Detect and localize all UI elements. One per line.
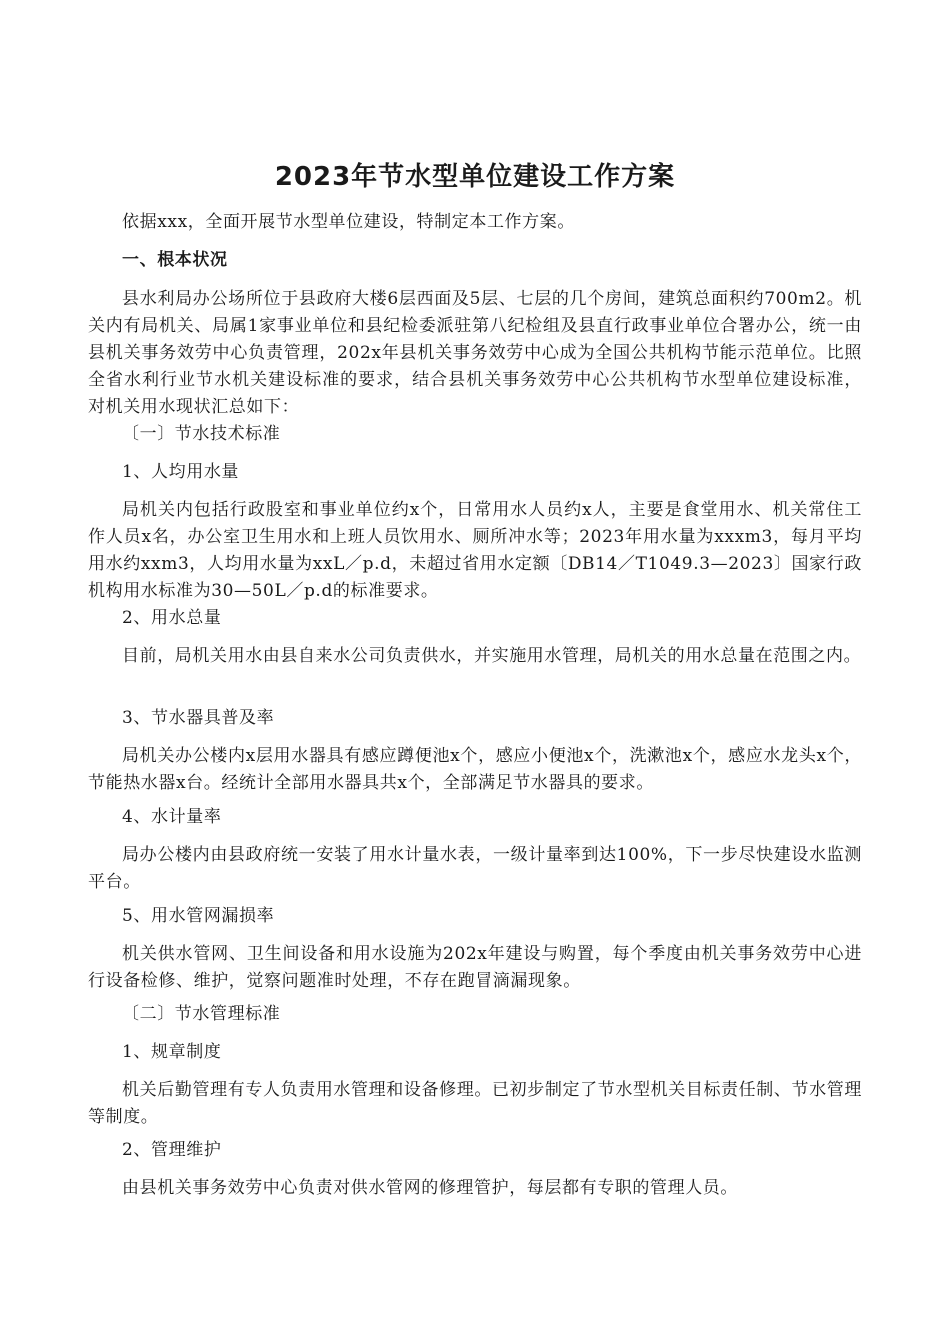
paragraph-appliance-rate: 局机关办公楼内x层用水器具有感应蹲便池x个，感应小便池x个，洗漱池x个，感应水龙头x个，节能热水器x台。经统计全部用水器具共x个，全部满足节水器具的要求。 xyxy=(88,746,862,793)
item-heading-leakage-rate: 5、用水管网漏损率 xyxy=(122,906,275,926)
item-heading-regulations: 1、规章制度 xyxy=(122,1042,222,1062)
item-heading-metering-rate: 4、水计量率 xyxy=(122,807,222,827)
item-heading-total-water: 2、用水总量 xyxy=(122,608,222,628)
subsection-heading-1: 〔一〕节水技术标准 xyxy=(122,424,281,444)
paragraph-leakage-rate: 机关供水管网、卫生间设备和用水设施为202x年建设与购置，每个季度由机关事务效劳中心进行设备检修、维护，觉察问题准时处理，不存在跑冒滴漏现象。 xyxy=(88,944,862,991)
paragraph-metering-rate: 局办公楼内由县政府统一安装了用水计量水表，一级计量率到达100%，下一步尽快建设水监测平台。 xyxy=(88,845,862,892)
paragraph-water-per-capita: 局机关内包括行政股室和事业单位约x个，日常用水人员约x人，主要是食堂用水、机关常住工作人员x名，办公室卫生用水和上班人员饮用水、厕所冲水等；2023年用水量为xxxm3，每月平均用水约xxm3，人均用水量为xxL／p.d，未超过省用水定额〔DB14／T1049.3—2023〕国家行政机构用水标准为30—50L／p.d的标准要求。 xyxy=(88,500,862,601)
item-heading-maintenance: 2、管理维护 xyxy=(122,1140,222,1160)
paragraph-basic-status: 县水利局办公场所位于县政府大楼6层西面及5层、七层的几个房间，建筑总面积约700m2。机关内有局机关、局属1家事业单位和县纪检委派驻第八纪检组及县直行政事业单位合署办公，统一由县机关事务效劳中心负责管理，202x年县机关事务效劳中心成为全国公共机构节能示范单位。比照全省水利行业节水机关建设标准的要求，结合县机关事务效劳中心公共机构节水型单位建设标准，对机关用水现状汇总如下： xyxy=(88,289,862,417)
paragraph-maintenance: 由县机关事务效劳中心负责对供水管网的修理管护，每层都有专职的管理人员。 xyxy=(122,1178,738,1198)
intro-paragraph: 依据xxx，全面开展节水型单位建设，特制定本工作方案。 xyxy=(122,212,575,232)
document-title: 2023年节水型单位建设工作方案 xyxy=(274,162,676,192)
paragraph-total-water: 目前，局机关用水由县自来水公司负责供水，并实施用水管理，局机关的用水总量在范围之内。 xyxy=(122,646,862,666)
item-heading-appliance-rate: 3、节水器具普及率 xyxy=(122,708,275,728)
subsection-heading-2: 〔二〕节水管理标准 xyxy=(122,1004,281,1024)
item-heading-water-per-capita: 1、人均用水量 xyxy=(122,462,240,482)
section-heading-1: 一、根本状况 xyxy=(122,250,228,270)
paragraph-regulations: 机关后勤管理有专人负责用水管理和设备修理。已初步制定了节水型机关目标责任制、节水管理等制度。 xyxy=(88,1080,862,1127)
